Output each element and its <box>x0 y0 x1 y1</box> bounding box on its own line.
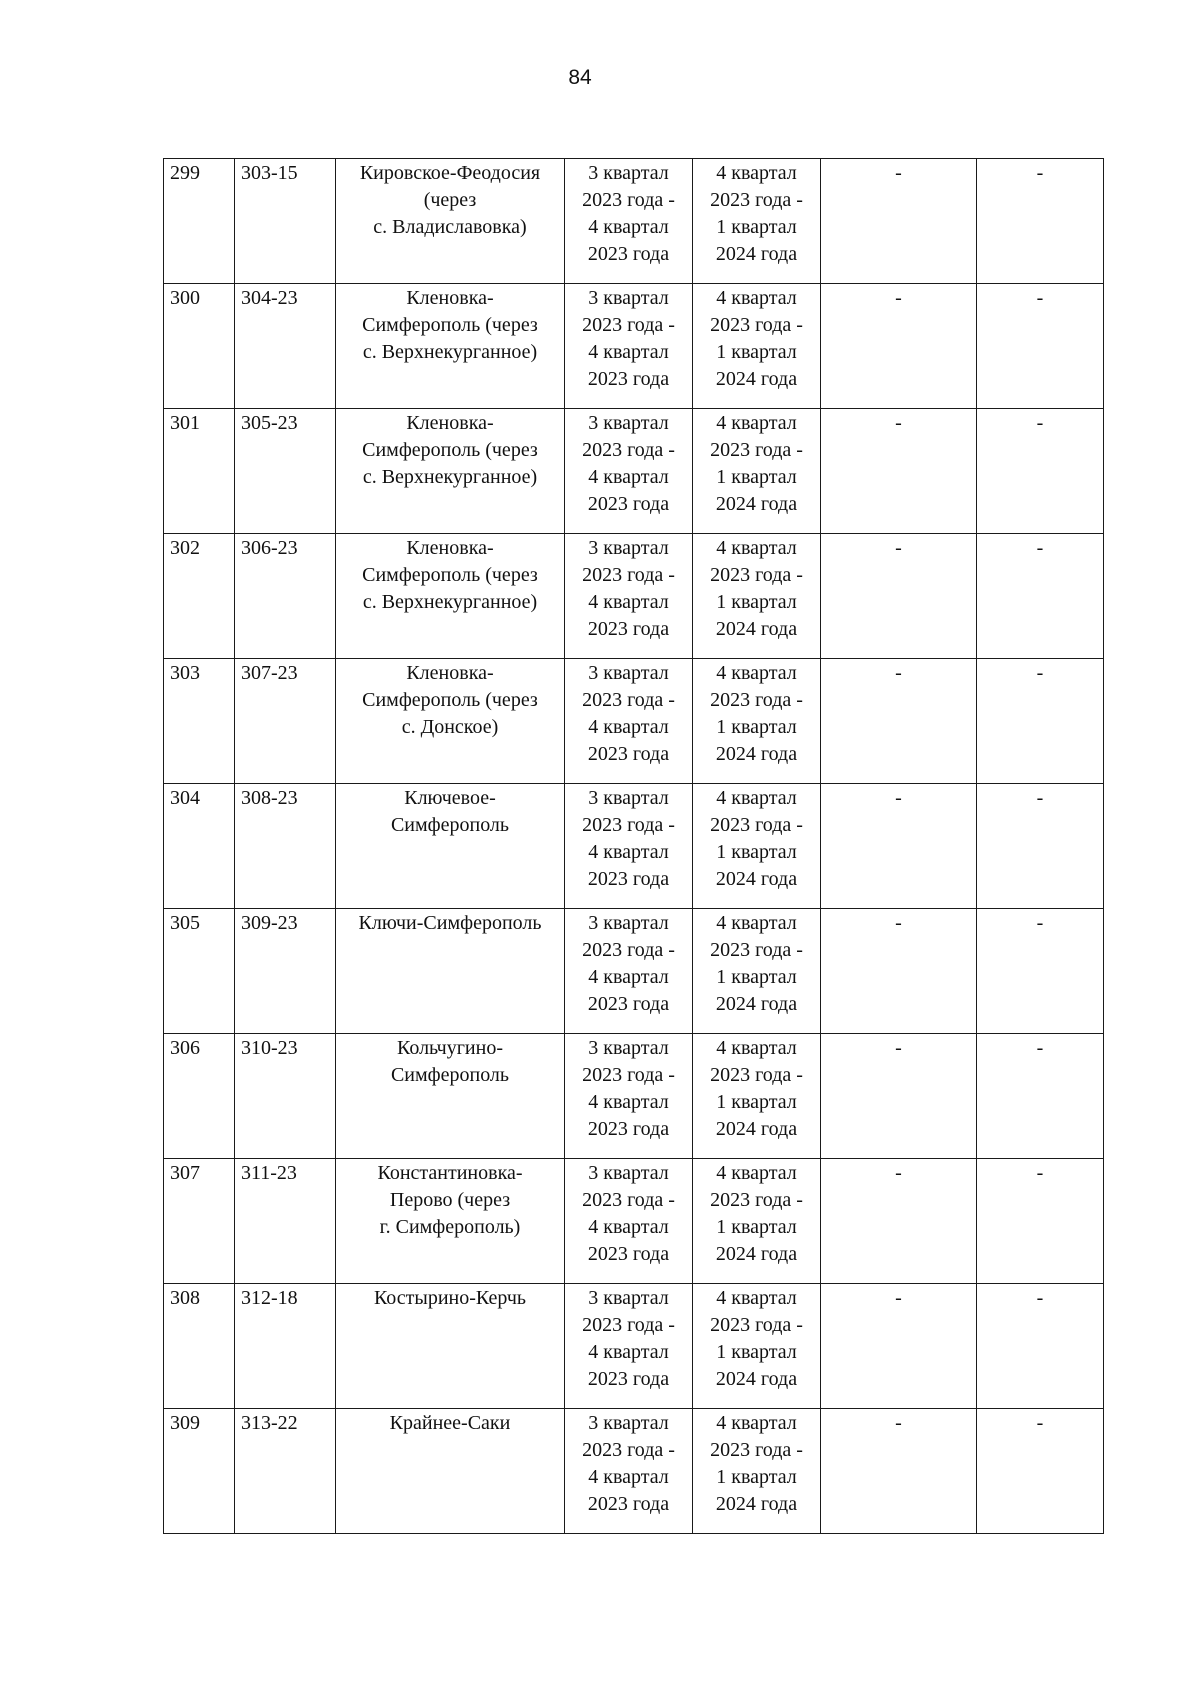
period-start-cell-line: 2023 года <box>587 1493 670 1515</box>
route-name-cell <box>336 784 565 909</box>
row-number-cell: 305 <box>164 909 235 1034</box>
period-start-cell-line: 4 квартал <box>588 466 669 488</box>
period-start-cell-line: 4 квартал <box>588 591 669 613</box>
routes-table-body <box>164 159 1104 1534</box>
route-name-cell-line: Симферополь <box>390 1064 510 1086</box>
route-name-cell <box>336 1034 565 1159</box>
period-start-cell <box>565 284 693 409</box>
period-start-cell-line: 4 квартал <box>588 1341 669 1363</box>
period-end-cell-line: 1 квартал <box>716 1341 797 1363</box>
route-name-cell <box>336 659 565 784</box>
row-number-cell: 301 <box>164 409 235 534</box>
table-row <box>164 1409 1104 1534</box>
table-row <box>164 909 1104 1034</box>
table-row <box>164 159 1104 284</box>
route-registration-cell: 310-23 <box>235 1034 336 1159</box>
period-end-cell-line: 1 квартал <box>716 341 797 363</box>
period-end-cell-line: 2023 года - <box>710 1189 803 1211</box>
period-end-cell-line: 4 квартал <box>716 912 797 934</box>
period-end-cell-line: 2024 года <box>715 493 798 515</box>
routes-table <box>163 158 1104 1534</box>
dash-cell: - <box>821 409 977 534</box>
route-name-cell <box>336 1409 565 1534</box>
period-start-cell-line: 2023 года <box>587 493 670 515</box>
period-start-cell-line: 3 квартал <box>588 662 669 684</box>
route-registration-cell: 307-23 <box>235 659 336 784</box>
route-name-cell-line: Симферополь <box>390 814 510 836</box>
table-row <box>164 1159 1104 1284</box>
period-start-cell-line: 2023 года - <box>582 939 675 961</box>
route-name-cell-line: г. Симферополь) <box>379 1216 521 1238</box>
period-end-cell-line: 2024 года <box>715 1118 798 1140</box>
route-name-cell-line: с. Верхнекурганное) <box>362 591 538 613</box>
period-end-cell <box>693 1159 821 1284</box>
period-start-cell-line: 2023 года <box>587 1243 670 1265</box>
period-end-cell-line: 4 квартал <box>716 1162 797 1184</box>
row-number-cell: 309 <box>164 1409 235 1534</box>
period-start-cell-line: 4 квартал <box>588 1091 669 1113</box>
period-end-cell <box>693 784 821 909</box>
route-registration-cell: 308-23 <box>235 784 336 909</box>
route-name-cell-line: Крайнее-Саки <box>389 1412 511 1434</box>
period-start-cell-line: 2023 года - <box>582 689 675 711</box>
period-end-cell-line: 2024 года <box>715 1368 798 1390</box>
period-end-cell-line: 1 квартал <box>716 216 797 238</box>
period-start-cell <box>565 159 693 284</box>
period-start-cell-line: 2023 года <box>587 993 670 1015</box>
period-end-cell-line: 2023 года - <box>710 1314 803 1336</box>
period-end-cell-line: 2024 года <box>715 1243 798 1265</box>
table-row <box>164 659 1104 784</box>
period-end-cell-line: 4 квартал <box>716 162 797 184</box>
route-name-cell <box>336 534 565 659</box>
period-start-cell <box>565 1034 693 1159</box>
route-name-cell <box>336 159 565 284</box>
dash-cell: - <box>977 659 1104 784</box>
period-start-cell-line: 2023 года - <box>582 1314 675 1336</box>
route-name-cell-line: с. Донское) <box>401 716 499 738</box>
route-name-cell <box>336 1284 565 1409</box>
period-end-cell-line: 4 квартал <box>716 537 797 559</box>
period-start-cell-line: 2023 года <box>587 868 670 890</box>
period-start-cell-line: 3 квартал <box>588 912 669 934</box>
route-name-cell-line: Кленовка- <box>406 537 494 559</box>
period-start-cell <box>565 409 693 534</box>
dash-cell: - <box>977 409 1104 534</box>
period-start-cell-line: 2023 года - <box>582 564 675 586</box>
route-registration-cell: 306-23 <box>235 534 336 659</box>
row-number-cell: 299 <box>164 159 235 284</box>
period-start-cell <box>565 534 693 659</box>
route-name-cell-line: Кировское-Феодосия <box>359 162 541 184</box>
period-start-cell-line: 2023 года - <box>582 439 675 461</box>
period-start-cell-line: 2023 года <box>587 1368 670 1390</box>
dash-cell: - <box>821 784 977 909</box>
route-name-cell-line: Кленовка- <box>406 662 494 684</box>
route-registration-cell: 309-23 <box>235 909 336 1034</box>
dash-cell: - <box>821 659 977 784</box>
route-name-cell-line: Кленовка- <box>406 412 494 434</box>
row-number-cell: 304 <box>164 784 235 909</box>
period-end-cell-line: 2023 года - <box>710 939 803 961</box>
period-start-cell-line: 2023 года - <box>582 1189 675 1211</box>
period-end-cell-line: 1 квартал <box>716 716 797 738</box>
period-start-cell-line: 2023 года <box>587 618 670 640</box>
dash-cell: - <box>977 1409 1104 1534</box>
period-start-cell <box>565 784 693 909</box>
period-end-cell-line: 4 квартал <box>716 1287 797 1309</box>
period-end-cell-line: 2024 года <box>715 868 798 890</box>
dash-cell: - <box>977 284 1104 409</box>
period-end-cell-line: 4 квартал <box>716 662 797 684</box>
period-end-cell-line: 2024 года <box>715 1493 798 1515</box>
route-name-cell <box>336 284 565 409</box>
period-start-cell <box>565 659 693 784</box>
period-end-cell <box>693 659 821 784</box>
period-start-cell-line: 3 квартал <box>588 412 669 434</box>
period-start-cell-line: 3 квартал <box>588 1287 669 1309</box>
dash-cell: - <box>977 534 1104 659</box>
period-start-cell-line: 2023 года <box>587 368 670 390</box>
period-end-cell-line: 2023 года - <box>710 564 803 586</box>
period-start-cell-line: 3 квартал <box>588 162 669 184</box>
period-start-cell <box>565 1284 693 1409</box>
period-start-cell <box>565 909 693 1034</box>
period-end-cell <box>693 1034 821 1159</box>
dash-cell: - <box>821 1034 977 1159</box>
route-name-cell-line: Ключевое- <box>404 787 496 809</box>
period-end-cell-line: 1 квартал <box>716 1216 797 1238</box>
period-start-cell-line: 2023 года <box>587 743 670 765</box>
period-end-cell-line: 2024 года <box>715 243 798 265</box>
route-name-cell-line: с. Верхнекурганное) <box>362 466 538 488</box>
route-name-cell-line: Кленовка- <box>406 287 494 309</box>
dash-cell: - <box>977 1034 1104 1159</box>
period-end-cell-line: 4 квартал <box>716 1037 797 1059</box>
period-start-cell-line: 4 квартал <box>588 1216 669 1238</box>
route-registration-cell: 311-23 <box>235 1159 336 1284</box>
route-name-cell-line: Симферополь (через <box>362 314 538 336</box>
period-end-cell-line: 2023 года - <box>710 439 803 461</box>
row-number-cell: 300 <box>164 284 235 409</box>
route-name-cell-line: с. Верхнекурганное) <box>362 341 538 363</box>
period-start-cell-line: 4 квартал <box>588 841 669 863</box>
route-name-cell <box>336 409 565 534</box>
table-row <box>164 1034 1104 1159</box>
dash-cell: - <box>821 534 977 659</box>
period-end-cell <box>693 1409 821 1534</box>
period-start-cell-line: 4 квартал <box>588 216 669 238</box>
route-name-cell-line: Ключи-Симферополь <box>358 912 542 934</box>
period-end-cell <box>693 909 821 1034</box>
route-registration-cell: 313-22 <box>235 1409 336 1534</box>
dash-cell: - <box>821 284 977 409</box>
route-registration-cell: 303-15 <box>235 159 336 284</box>
route-registration-cell: 304-23 <box>235 284 336 409</box>
table-row <box>164 284 1104 409</box>
period-start-cell-line: 2023 года <box>587 1118 670 1140</box>
dash-cell: - <box>821 1159 977 1284</box>
period-end-cell-line: 1 квартал <box>716 966 797 988</box>
period-start-cell-line: 4 квартал <box>588 966 669 988</box>
period-start-cell-line: 2023 года - <box>582 1064 675 1086</box>
dash-cell: - <box>821 159 977 284</box>
dash-cell: - <box>977 1284 1104 1409</box>
dash-cell: - <box>821 909 977 1034</box>
period-end-cell-line: 4 квартал <box>716 787 797 809</box>
route-name-cell-line: Костырино-Керчь <box>373 1287 527 1309</box>
period-end-cell <box>693 1284 821 1409</box>
period-start-cell-line: 3 квартал <box>588 287 669 309</box>
period-end-cell <box>693 534 821 659</box>
row-number-cell: 306 <box>164 1034 235 1159</box>
period-end-cell <box>693 159 821 284</box>
period-end-cell-line: 2023 года - <box>710 189 803 211</box>
period-start-cell-line: 4 квартал <box>588 1466 669 1488</box>
period-end-cell-line: 1 квартал <box>716 591 797 613</box>
dash-cell: - <box>977 1159 1104 1284</box>
route-name-cell <box>336 909 565 1034</box>
period-start-cell-line: 4 квартал <box>588 341 669 363</box>
row-number-cell: 303 <box>164 659 235 784</box>
table-row <box>164 409 1104 534</box>
period-end-cell-line: 2023 года - <box>710 314 803 336</box>
route-registration-cell: 312-18 <box>235 1284 336 1409</box>
route-name-cell-line: (через <box>423 189 477 211</box>
period-end-cell-line: 2023 года - <box>710 689 803 711</box>
row-number-cell: 307 <box>164 1159 235 1284</box>
dash-cell: - <box>821 1409 977 1534</box>
period-start-cell-line: 2023 года - <box>582 189 675 211</box>
page-number: 84 <box>568 66 592 89</box>
route-name-cell <box>336 1159 565 1284</box>
period-start-cell-line: 3 квартал <box>588 787 669 809</box>
period-start-cell-line: 3 квартал <box>588 1037 669 1059</box>
period-start-cell-line: 3 квартал <box>588 1162 669 1184</box>
period-end-cell-line: 1 квартал <box>716 1466 797 1488</box>
dash-cell: - <box>977 159 1104 284</box>
period-start-cell-line: 3 квартал <box>588 1412 669 1434</box>
period-start-cell-line: 4 квартал <box>588 716 669 738</box>
dash-cell: - <box>977 909 1104 1034</box>
period-start-cell-line: 2023 года - <box>582 314 675 336</box>
period-end-cell-line: 1 квартал <box>716 1091 797 1113</box>
period-end-cell-line: 1 квартал <box>716 466 797 488</box>
route-registration-cell: 305-23 <box>235 409 336 534</box>
row-number-cell: 308 <box>164 1284 235 1409</box>
period-end-cell <box>693 284 821 409</box>
route-name-cell-line: Симферополь (через <box>362 689 538 711</box>
dash-cell: - <box>977 784 1104 909</box>
table-row <box>164 1284 1104 1409</box>
route-name-cell-line: Симферополь (через <box>362 439 538 461</box>
period-start-cell-line: 2023 года - <box>582 814 675 836</box>
period-end-cell-line: 1 квартал <box>716 841 797 863</box>
period-end-cell-line: 4 квартал <box>716 287 797 309</box>
period-end-cell-line: 2023 года - <box>710 814 803 836</box>
period-start-cell-line: 2023 года <box>587 243 670 265</box>
period-end-cell <box>693 409 821 534</box>
route-name-cell-line: с. Владиславовка) <box>373 216 527 238</box>
route-name-cell-line: Симферополь (через <box>362 564 538 586</box>
period-start-cell-line: 2023 года - <box>582 1439 675 1461</box>
row-number-cell: 302 <box>164 534 235 659</box>
route-name-cell-line: Кольчугино- <box>397 1037 503 1059</box>
period-end-cell-line: 2024 года <box>715 618 798 640</box>
period-start-cell <box>565 1159 693 1284</box>
table-row <box>164 534 1104 659</box>
table-row <box>164 784 1104 909</box>
dash-cell: - <box>821 1284 977 1409</box>
period-end-cell-line: 4 квартал <box>716 1412 797 1434</box>
period-start-cell <box>565 1409 693 1534</box>
period-start-cell-line: 3 квартал <box>588 537 669 559</box>
period-end-cell-line: 2024 года <box>715 993 798 1015</box>
period-end-cell-line: 2023 года - <box>710 1439 803 1461</box>
period-end-cell-line: 2024 года <box>715 743 798 765</box>
route-name-cell-line: Перово (через <box>389 1189 511 1211</box>
period-end-cell-line: 2023 года - <box>710 1064 803 1086</box>
route-name-cell-line: Константиновка- <box>377 1162 523 1184</box>
period-end-cell-line: 2024 года <box>715 368 798 390</box>
period-end-cell-line: 4 квартал <box>716 412 797 434</box>
